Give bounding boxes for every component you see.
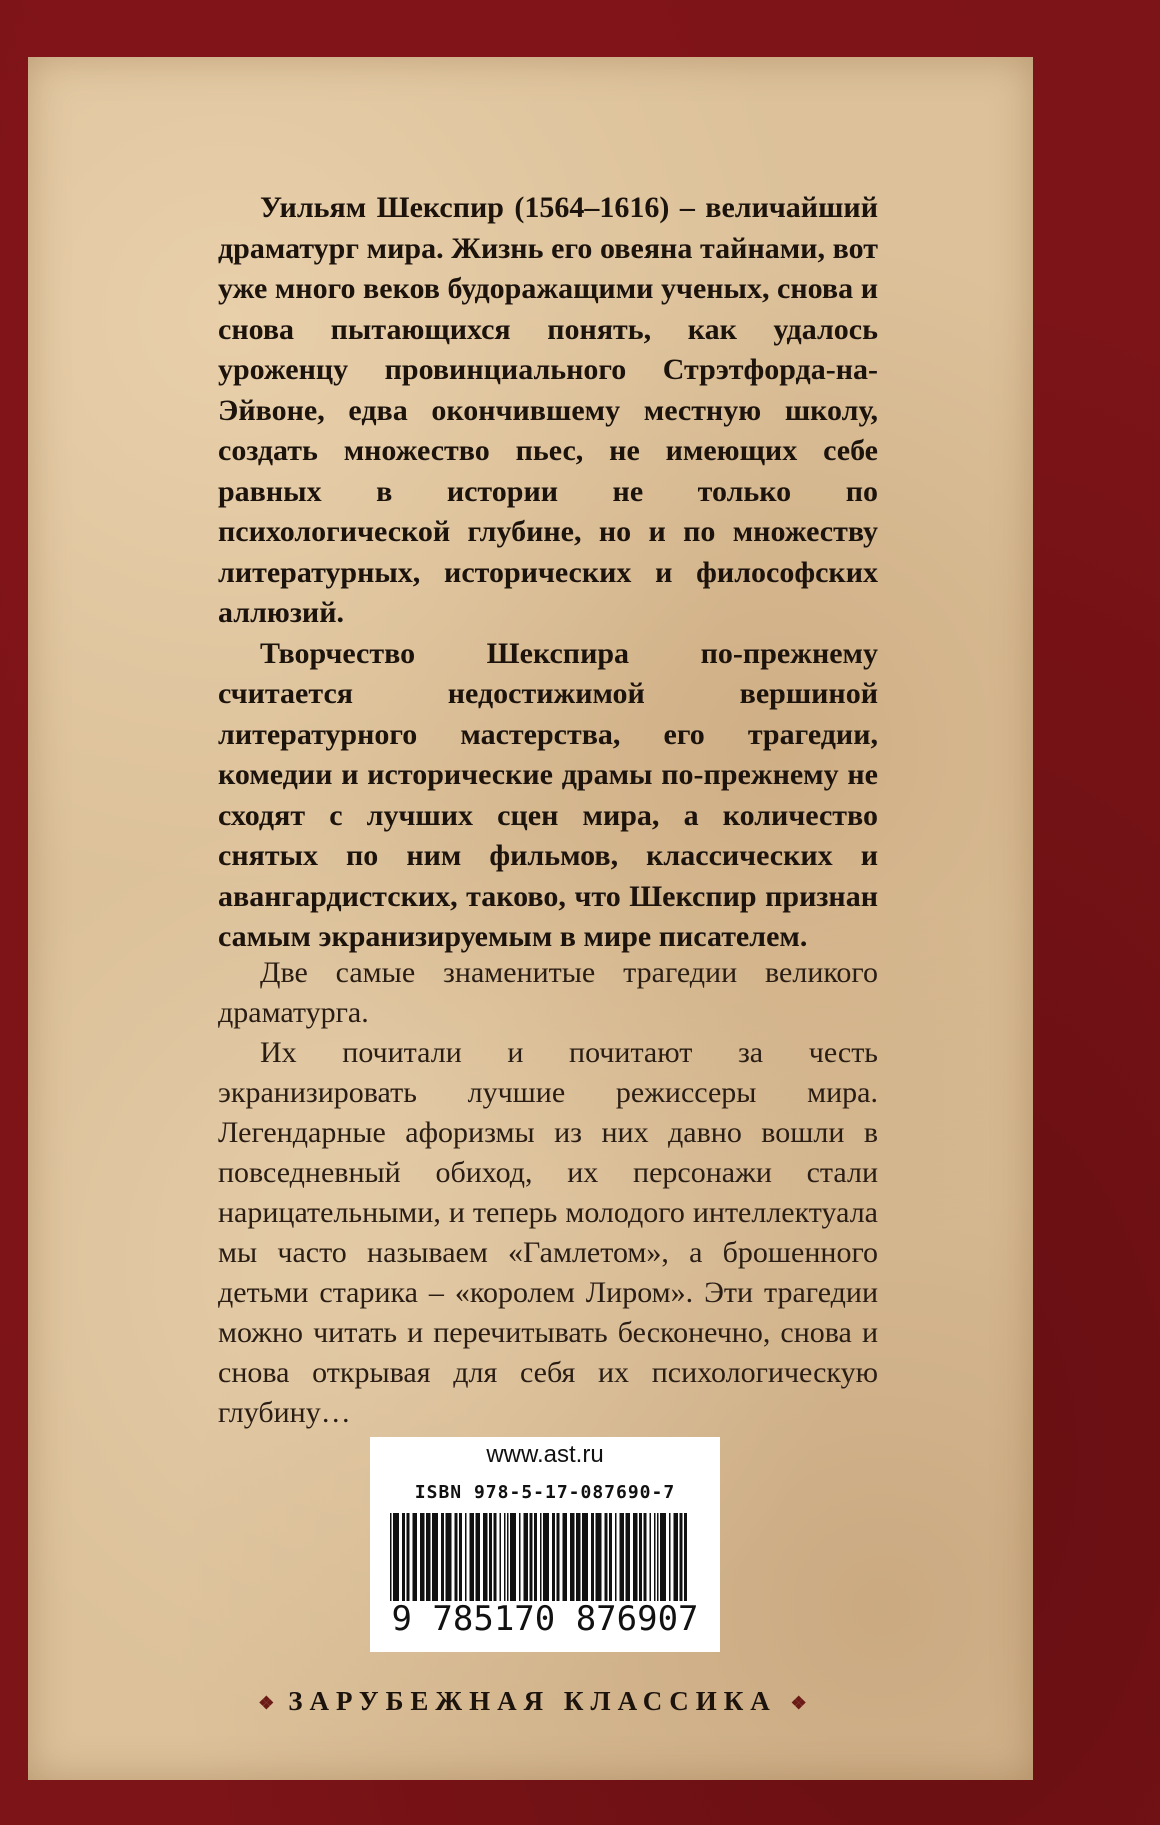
ornament-right-icon: ❖ xyxy=(790,1693,807,1714)
barcode-bar xyxy=(582,1513,588,1601)
barcode-bar xyxy=(669,1513,671,1601)
ean-digits: 9 785170 876907 xyxy=(391,1599,699,1639)
series-name: ЗАРУБЕЖНАЯ КЛАССИКА xyxy=(288,1686,777,1716)
ornament-left-icon: ❖ xyxy=(258,1693,275,1714)
barcode-bar xyxy=(680,1513,683,1601)
series-title xyxy=(30,1686,1035,1717)
barcode-bar xyxy=(494,1513,497,1601)
barcode-bar xyxy=(441,1513,444,1601)
barcode-bar xyxy=(413,1513,418,1601)
publisher-website: www.ast.ru xyxy=(486,1441,604,1468)
barcode-bar xyxy=(633,1513,638,1601)
barcode-bar xyxy=(654,1513,656,1601)
barcode-bar xyxy=(519,1513,521,1601)
barcode-bar xyxy=(674,1513,679,1601)
barcode-bar xyxy=(609,1513,612,1601)
barcode-bars xyxy=(390,1513,700,1601)
barcode-bar xyxy=(489,1513,492,1601)
book-annotation xyxy=(218,953,878,1433)
barcode-bar xyxy=(390,1513,392,1601)
barcode-bar xyxy=(500,1513,502,1601)
barcode-bar xyxy=(620,1513,625,1601)
barcode-bar xyxy=(605,1513,608,1601)
barcode-bar xyxy=(393,1513,399,1601)
barcode-bar xyxy=(407,1513,410,1601)
barcode-bar xyxy=(563,1513,568,1601)
barcode-bar xyxy=(470,1513,475,1601)
barcode-bar xyxy=(524,1513,529,1601)
annotation-paragraph: Уильям Шекспир (1564–1616) – величайший драматург мира. Жизнь его овеяна тайнами, вот уже много веков будоражащими ученых, снова и снова пытающихся понять, как удалось уроженцу провинциального Стрэтфорда-на-Эйвоне, едва окончившему местную школу, создать множество пьес, не имеющих себе равных в истории не только по психологической глубине, но и по множеству литературных, исторических и философских аллюзий. xyxy=(218,191,878,629)
barcode-label xyxy=(370,1437,720,1652)
barcode-bar xyxy=(626,1513,631,1601)
barcode-bar xyxy=(426,1513,431,1601)
barcode-bar xyxy=(657,1513,659,1601)
barcode-bar xyxy=(557,1513,560,1601)
barcode-bar xyxy=(615,1513,617,1601)
barcode-bar xyxy=(446,1513,452,1601)
annotation-paragraph: Творчество Шекспира по-прежнему считается недостижимой вершиной литературного мастерства, его трагедии, комедии и исторические драмы по-прежнему не сходят с лучших сцен мира, а количество снятых по ним фильмов, классических и авангардистских, таково, что Шекспир признан самым экранизируемым в мире писателем. xyxy=(218,636,878,953)
barcode-bar xyxy=(591,1513,594,1601)
barcode-bar xyxy=(576,1513,581,1601)
barcode-bar xyxy=(507,1513,509,1601)
barcode-bar xyxy=(596,1513,602,1601)
annotation-paragraph: Две самые знаменитые трагедии великого драматурга. xyxy=(218,956,878,1029)
barcode-bar xyxy=(530,1513,533,1601)
barcode-bar xyxy=(650,1513,652,1601)
barcode-bar xyxy=(684,1513,687,1601)
barcode-bar xyxy=(534,1513,537,1601)
barcode-bar xyxy=(420,1513,425,1601)
barcode-bar xyxy=(476,1513,481,1601)
barcode-bar xyxy=(639,1513,642,1601)
barcode-bar xyxy=(432,1513,438,1601)
barcode-bar xyxy=(660,1513,666,1601)
isbn-number: ISBN 978-5-17-087690-7 xyxy=(414,1482,676,1503)
barcode-bar xyxy=(455,1513,458,1601)
barcode-bar xyxy=(543,1513,549,1601)
annotation-paragraph: Их почитали и почитают за честь экранизировать лучшие режиссеры мира. Легендарные афоризмы из них давно вошли в повседневный обиход, их персонажи стали нарицательными, и теперь молодого интеллектуала мы часто называем «Гамлетом», а брошенного детьми старика – «королем Лиром». Эти трагедии можно читать и перечитывать бесконечно, снова и снова открывая для себя их психологическую глубину… xyxy=(218,1036,878,1429)
barcode-bar xyxy=(552,1513,555,1601)
barcode-bar xyxy=(465,1513,467,1601)
barcode-bar xyxy=(644,1513,647,1601)
barcode-bar xyxy=(570,1513,575,1601)
barcode-bar xyxy=(483,1513,488,1601)
author-annotation xyxy=(218,188,878,958)
barcode-bar xyxy=(402,1513,405,1601)
barcode-bar xyxy=(459,1513,462,1601)
barcode-bar xyxy=(510,1513,516,1601)
barcode-bar xyxy=(540,1513,542,1601)
barcode-bar xyxy=(504,1513,506,1601)
